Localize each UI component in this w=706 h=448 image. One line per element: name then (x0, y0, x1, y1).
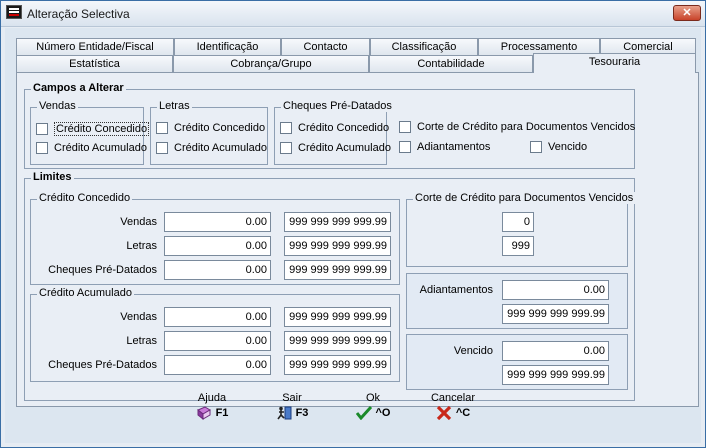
tab-tesouraria[interactable]: Tesouraria (533, 53, 696, 73)
app-icon (6, 5, 22, 19)
adiantamentos-input[interactable]: 0.00 (502, 280, 609, 300)
checkbox-label: Adiantamentos (417, 141, 491, 153)
tab-estatistica[interactable]: Estatística (16, 55, 173, 72)
acumulado-letras-label: Letras (126, 335, 157, 347)
checkbox-label: Crédito Acumulado (54, 142, 147, 154)
tab-identificacao[interactable]: Identificação (174, 38, 281, 55)
adiantamentos-checkbox[interactable] (399, 141, 490, 153)
letras-title: Letras (159, 100, 190, 112)
acumulado-vendas-input[interactable]: 0.00 (164, 307, 271, 327)
cheques-credito-concedido-checkbox[interactable] (280, 122, 389, 134)
ajuda-caption: Ajuda (197, 392, 227, 404)
cheques-group (274, 100, 392, 165)
campos-a-alterar-title: Campos a Alterar (33, 82, 124, 94)
title-bar (1, 1, 705, 27)
cheques-title: Cheques Pré-Datados (283, 100, 392, 112)
corte-credito-checkbox[interactable] (399, 121, 635, 133)
tab-cobranca-grupo[interactable]: Cobrança/Grupo (173, 55, 369, 72)
sair-button[interactable] (267, 392, 317, 420)
adiantamentos-max[interactable]: 999 999 999 999.99 (502, 304, 609, 324)
concedido-vendas-label: Vendas (120, 216, 157, 228)
acumulado-cheques-input[interactable]: 0.00 (164, 355, 271, 375)
concedido-letras-max[interactable]: 999 999 999 999.99 (284, 236, 391, 256)
checkbox-label: Corte de Crédito para Documentos Vencidos (417, 121, 636, 133)
acumulado-letras-input[interactable]: 0.00 (164, 331, 271, 351)
vencido-max[interactable]: 999 999 999 999.99 (502, 365, 609, 385)
cancelar-button[interactable] (423, 392, 483, 420)
limites-title: Limites (33, 171, 72, 183)
ok-button[interactable] (348, 392, 398, 420)
tab-classificacao[interactable]: Classificação (370, 38, 478, 55)
letras-credito-acumulado-checkbox[interactable] (156, 142, 267, 154)
cancelar-key: ^C (455, 407, 471, 419)
adiantamentos-group (406, 273, 628, 329)
checkbox-box[interactable] (156, 122, 168, 134)
letras-credito-concedido-checkbox[interactable] (156, 122, 265, 134)
vencido-label: Vencido (453, 345, 493, 357)
limites-group (24, 171, 635, 401)
acumulado-cheques-max[interactable]: 999 999 999 999.99 (284, 355, 391, 375)
tab-comercial[interactable]: Comercial (600, 38, 696, 55)
corte-credito-group (406, 192, 634, 267)
checkbox-label: Vencido (548, 141, 588, 153)
vencido-group (406, 334, 628, 390)
ok-caption: Ok (365, 392, 381, 404)
credito-acumulado-group (30, 287, 400, 382)
acumulado-vendas-max[interactable]: 999 999 999 999.99 (284, 307, 391, 327)
checkbox-box[interactable] (280, 122, 292, 134)
sair-key: F3 (295, 407, 309, 419)
checkbox-box[interactable] (530, 141, 542, 153)
concedido-vendas-input[interactable]: 0.00 (164, 212, 271, 232)
checkbox-box[interactable] (399, 121, 411, 133)
window-title: Alteração Selectiva (27, 7, 130, 21)
acumulado-letras-max[interactable]: 999 999 999 999.99 (284, 331, 391, 351)
vendas-group (30, 100, 148, 165)
tesouraria-panel (16, 72, 699, 407)
vendas-credito-concedido-checkbox[interactable] (36, 122, 149, 136)
concedido-letras-input[interactable]: 0.00 (164, 236, 271, 256)
cancelar-caption: Cancelar (430, 392, 476, 404)
checkbox-label: Crédito Acumulado (174, 142, 267, 154)
corte-credito-title: Corte de Crédito para Documentos Vencidos (415, 192, 634, 204)
vencido-checkbox[interactable] (530, 141, 587, 153)
checkbox-label: Crédito Concedido (56, 123, 148, 135)
acumulado-cheques-label: Cheques Pré-Datados (48, 359, 157, 371)
concedido-cheques-input[interactable]: 0.00 (164, 260, 271, 280)
cancel-x-icon (436, 406, 452, 420)
corte-max-input[interactable]: 999 (502, 236, 534, 256)
vencido-input[interactable]: 0.00 (502, 341, 609, 361)
checkbox-box[interactable] (36, 142, 48, 154)
corte-min-input[interactable]: 0 (502, 212, 534, 232)
adiantamentos-label: Adiantamentos (419, 284, 493, 296)
ajuda-key: F1 (215, 407, 229, 419)
checkbox-box[interactable] (36, 123, 48, 135)
tab-numero-entidade[interactable]: Número Entidade/Fiscal (16, 38, 174, 55)
credito-concedido-title: Crédito Concedido (39, 192, 131, 204)
concedido-cheques-label: Cheques Pré-Datados (48, 264, 157, 276)
acumulado-vendas-label: Vendas (120, 311, 157, 323)
tab-contabilidade[interactable]: Contabilidade (369, 55, 533, 72)
sair-caption: Sair (282, 392, 302, 404)
checkbox-box[interactable] (399, 141, 411, 153)
cheques-credito-acumulado-checkbox[interactable] (280, 142, 391, 154)
check-icon (356, 406, 372, 420)
exit-icon (276, 406, 292, 420)
concedido-cheques-max[interactable]: 999 999 999 999.99 (284, 260, 391, 280)
ajuda-button[interactable] (187, 392, 237, 420)
ok-key: ^O (375, 407, 391, 419)
credito-acumulado-title: Crédito Acumulado (39, 287, 132, 299)
letras-group (150, 100, 268, 165)
concedido-vendas-max[interactable]: 999 999 999 999.99 (284, 212, 391, 232)
help-book-icon (196, 406, 212, 420)
checkbox-label: Crédito Acumulado (298, 142, 391, 154)
campos-a-alterar-group (24, 82, 636, 169)
checkbox-box[interactable] (156, 142, 168, 154)
checkbox-label: Crédito Concedido (174, 122, 266, 134)
dialog-client (5, 28, 701, 443)
credito-concedido-group (30, 192, 400, 285)
tab-contacto[interactable]: Contacto (281, 38, 370, 55)
vendas-credito-acumulado-checkbox[interactable] (36, 142, 147, 154)
close-button[interactable]: ✕ (673, 5, 701, 21)
checkbox-label: Crédito Concedido (298, 122, 390, 134)
tab-processamento[interactable]: Processamento (478, 38, 600, 55)
checkbox-box[interactable] (280, 142, 292, 154)
concedido-letras-label: Letras (126, 240, 157, 252)
vendas-title: Vendas (39, 100, 76, 112)
